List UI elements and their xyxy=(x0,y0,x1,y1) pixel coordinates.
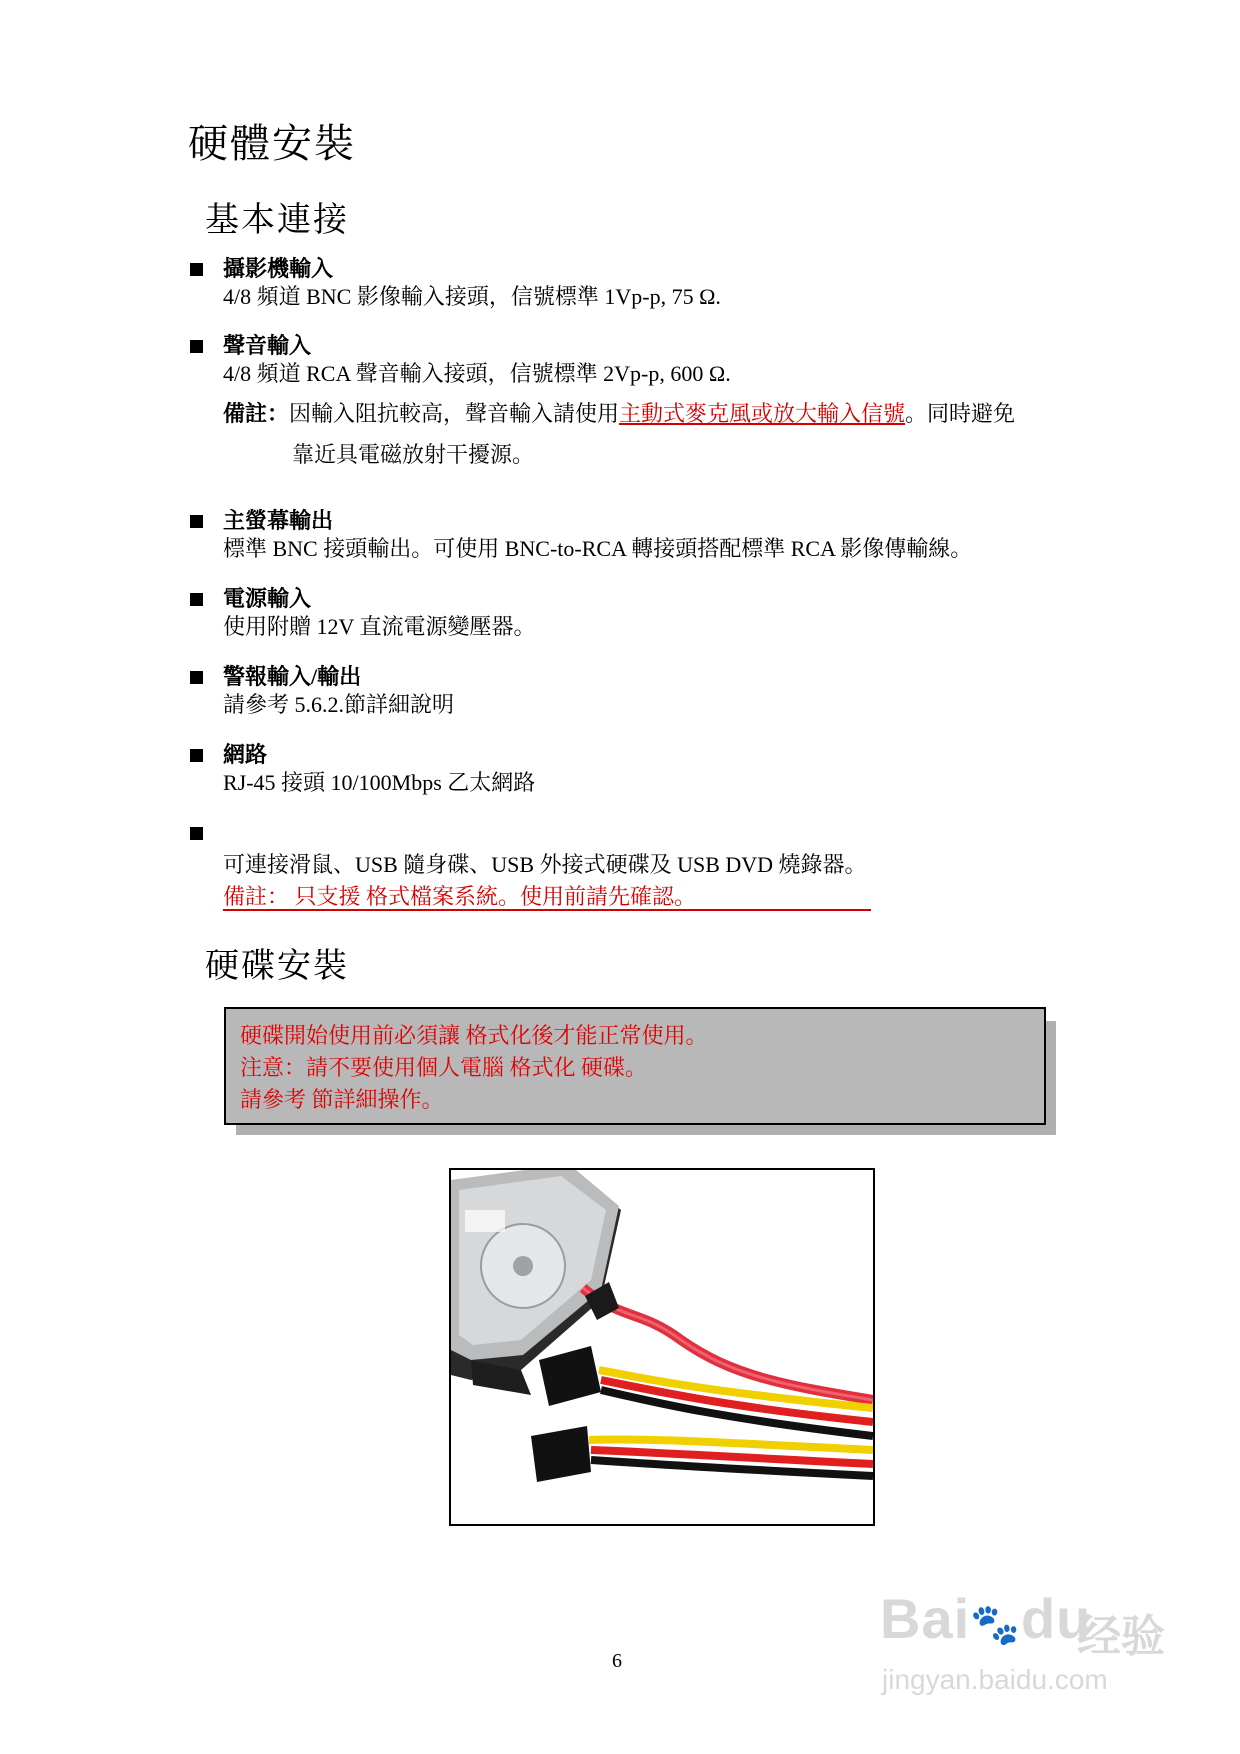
note-text-highlight: 主動式麥克風或放大輸入信號 xyxy=(619,401,906,426)
hdd-illustration xyxy=(451,1170,873,1524)
warning-box xyxy=(224,1007,1046,1125)
audio-note xyxy=(223,397,1015,428)
section-heading-hdd: 硬碟安裝 xyxy=(205,948,349,985)
bullet-square-icon xyxy=(190,515,203,528)
warning-line-3: 請參考 節詳細操作。 xyxy=(240,1087,444,1112)
note-text-a: 因輸入阻抗較高，聲音輸入請使用 xyxy=(289,401,620,426)
page-number: 6 xyxy=(612,1650,622,1672)
note-text-b: 。同時避免 xyxy=(905,401,1016,426)
usb-note xyxy=(223,880,696,911)
watermark-url: jingyan.baidu.com xyxy=(882,1664,1108,1695)
warning-line-2: 注意：請不要使用個人電腦 格式化 硬碟。 xyxy=(240,1055,648,1080)
watermark-brand-2: du xyxy=(1020,1587,1092,1650)
item-body-network: RJ-45 接頭 10/100Mbps 乙太網路 xyxy=(223,770,536,795)
bullet-square-icon xyxy=(190,593,203,606)
watermark-cn: 经验 xyxy=(1077,1611,1165,1662)
hdd-sata-cable-photo xyxy=(449,1168,875,1526)
note-label: 備註： xyxy=(223,401,290,426)
item-body-usb: 可連接滑鼠、USB 隨身碟、USB 外接式硬碟及 USB DVD 燒錄器。 xyxy=(223,852,867,877)
item-body-audio-input: 4/8 頻道 RCA 聲音輸入接頭，信號標準 2Vp-p, 600 Ω. xyxy=(223,361,731,386)
watermark-brand: Bai xyxy=(880,1587,971,1650)
section-heading-basic: 基本連接 xyxy=(205,202,349,239)
item-body-power-input: 使用附贈 12V 直流電源變壓器。 xyxy=(223,614,536,639)
audio-note-line2: 靠近具電磁放射干擾源。 xyxy=(292,442,535,467)
item-title-camera-input: 攝影機輸入 xyxy=(223,256,334,281)
bullet-square-icon xyxy=(190,671,203,684)
item-body-main-monitor-output: 標準 BNC 接頭輸出。可使用 BNC-to-RCA 轉接頭搭配標準 RCA 影像傳輸線。 xyxy=(223,536,973,561)
usb-note-underline xyxy=(223,909,871,911)
page-title: 硬體安裝 xyxy=(188,121,356,166)
warning-line-1: 硬碟開始使用前必須讓 格式化後才能正常使用。 xyxy=(240,1023,708,1048)
bullet-square-icon xyxy=(190,340,203,353)
item-title-audio-input: 聲音輸入 xyxy=(223,333,312,358)
bullet-square-icon xyxy=(190,749,203,762)
paw-icon: 🐾 xyxy=(970,1603,1021,1647)
item-body-camera-input: 4/8 頻道 BNC 影像輸入接頭，信號標準 1Vp-p, 75 Ω. xyxy=(223,284,721,309)
item-title-alarm-io: 警報輸入/輸出 xyxy=(223,664,362,689)
bullet-square-icon xyxy=(190,263,203,276)
item-title-network: 網路 xyxy=(223,742,268,767)
item-body-alarm-io: 請參考 5.6.2.節詳細說明 xyxy=(223,692,455,717)
usb-note-text: 備註： 只支援 格式檔案系統。使用前請先確認。 xyxy=(223,884,697,909)
baidu-jingyan-watermark xyxy=(872,1578,1172,1708)
bullet-square-icon xyxy=(190,827,203,840)
item-title-power-input: 電源輸入 xyxy=(223,586,312,611)
item-title-main-monitor-output: 主螢幕輸出 xyxy=(223,508,334,533)
